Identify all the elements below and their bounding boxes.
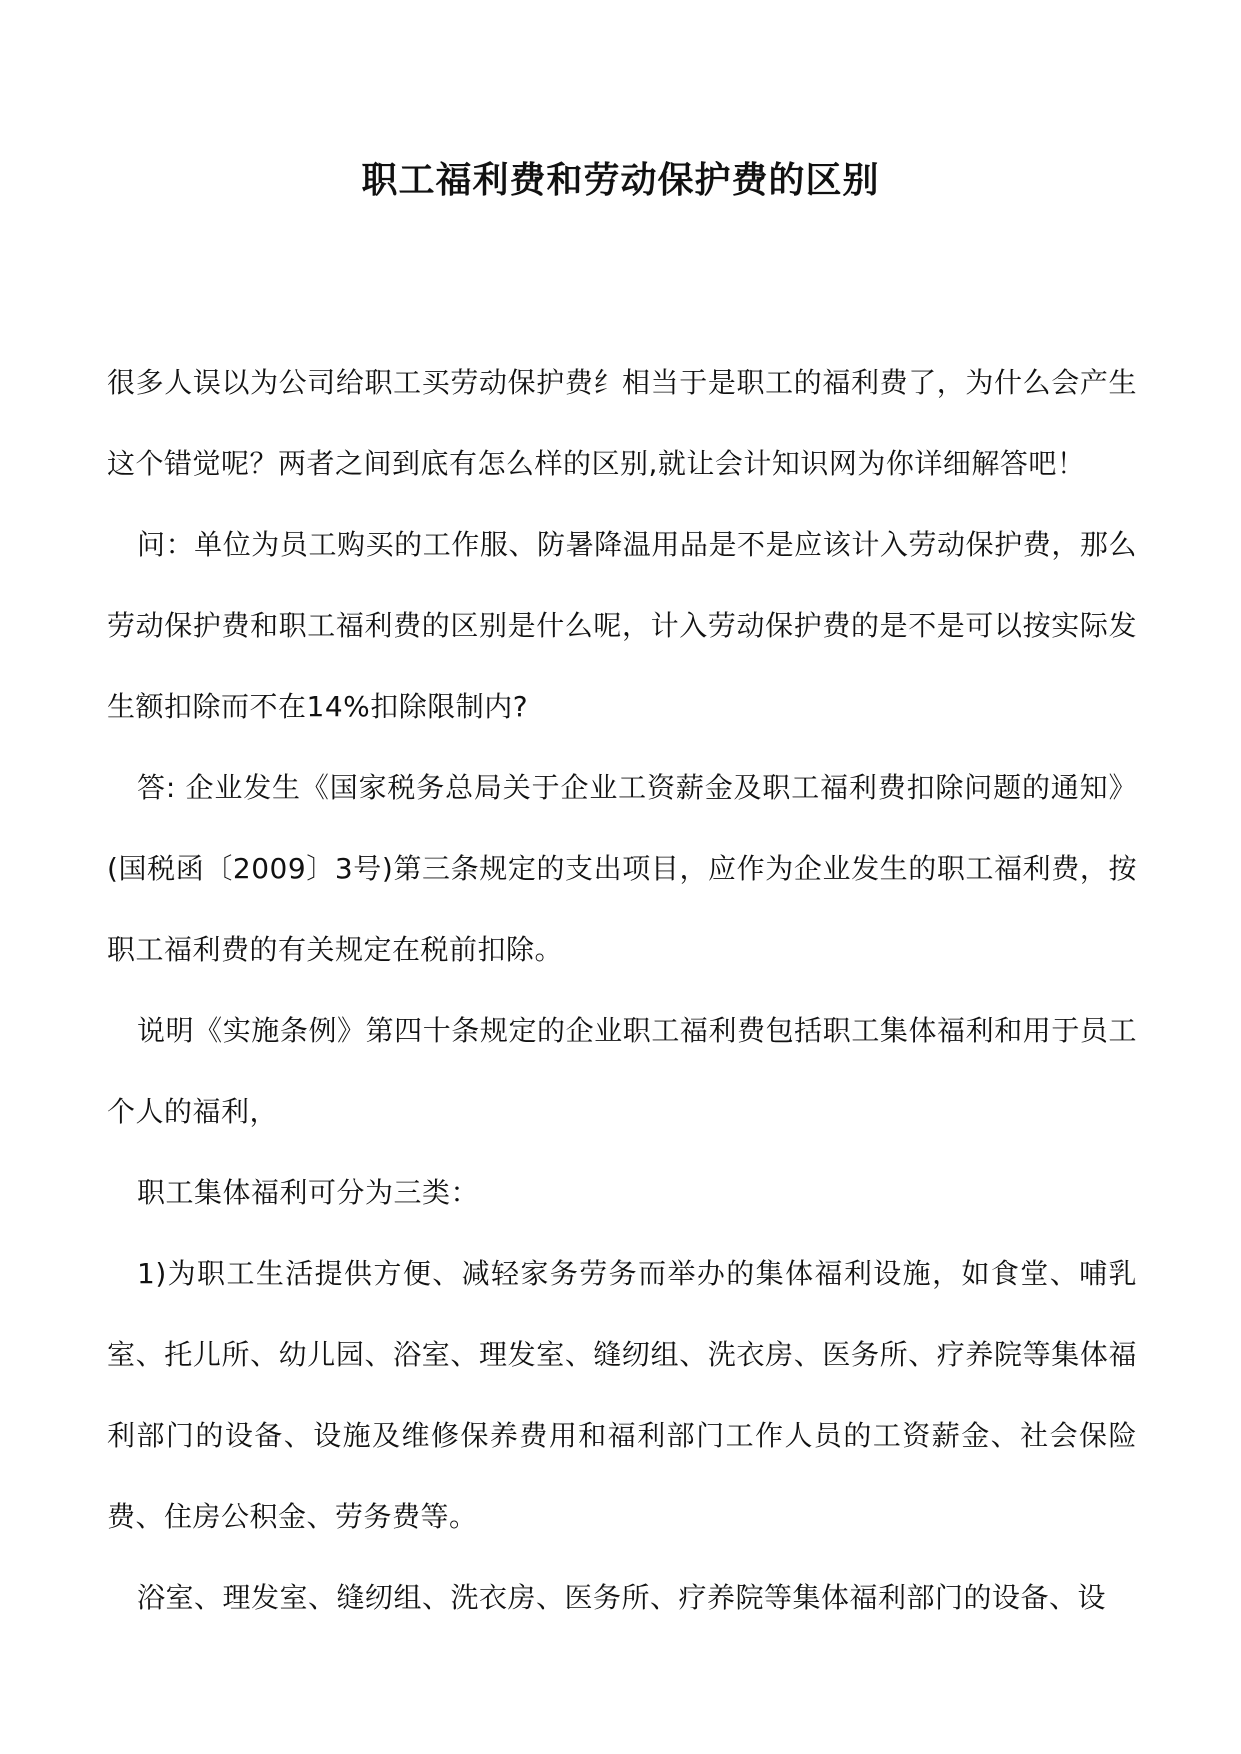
paragraph-continuation: 浴室、理发室、缝纫组、洗衣房、医务所、疗养院等集体福利部门的设备、设 <box>137 1581 1107 1614</box>
paragraph-answer: 答: 企业发生《国家税务总局关于企业工资薪金及职工福利费扣除问题的通知》(国税函〔2009〕3号)第三条规定的支出项目，应作为企业发生的职工福利费，按职工福利费的有关规定在税前扣除。 <box>107 771 1137 966</box>
document-body <box>107 342 1137 1638</box>
paragraph-intro: 很多人误以为公司给职工买劳动保护费纟相当于是职工的福利费了，为什么会产生这个错觉呢？两者之间到底有怎么样的区别,就让会计知识网为你详细解答吧！ <box>107 366 1137 480</box>
document-title: 职工福利费和劳动保护费的区别 <box>361 159 880 201</box>
paragraph-explanation: 说明《实施条例》第四十条规定的企业职工福利费包括职工集体福利和用于员工个人的福利， <box>107 1014 1137 1128</box>
paragraph-category-1: 1)为职工生活提供方便、减轻家务劳务而举办的集体福利设施，如食堂、哺乳室、托儿所、幼儿园、浴室、理发室、缝纫组、洗衣房、医务所、疗养院等集体福利部门的设备、设施及维修保养费用和福利部门工作人员的工资薪金、社会保险费、住房公积金、劳务费等。 <box>107 1257 1137 1533</box>
paragraph-question: 问：单位为员工购买的工作服、防暑降温用品是不是应该计入劳动保护费，那么劳动保护费和职工福利费的区别是什么呢，计入劳动保护费的是不是可以按实际发生额扣除而不在14%扣除限制内? <box>107 528 1137 723</box>
paragraph-categories-heading: 职工集体福利可分为三类： <box>137 1176 480 1209</box>
